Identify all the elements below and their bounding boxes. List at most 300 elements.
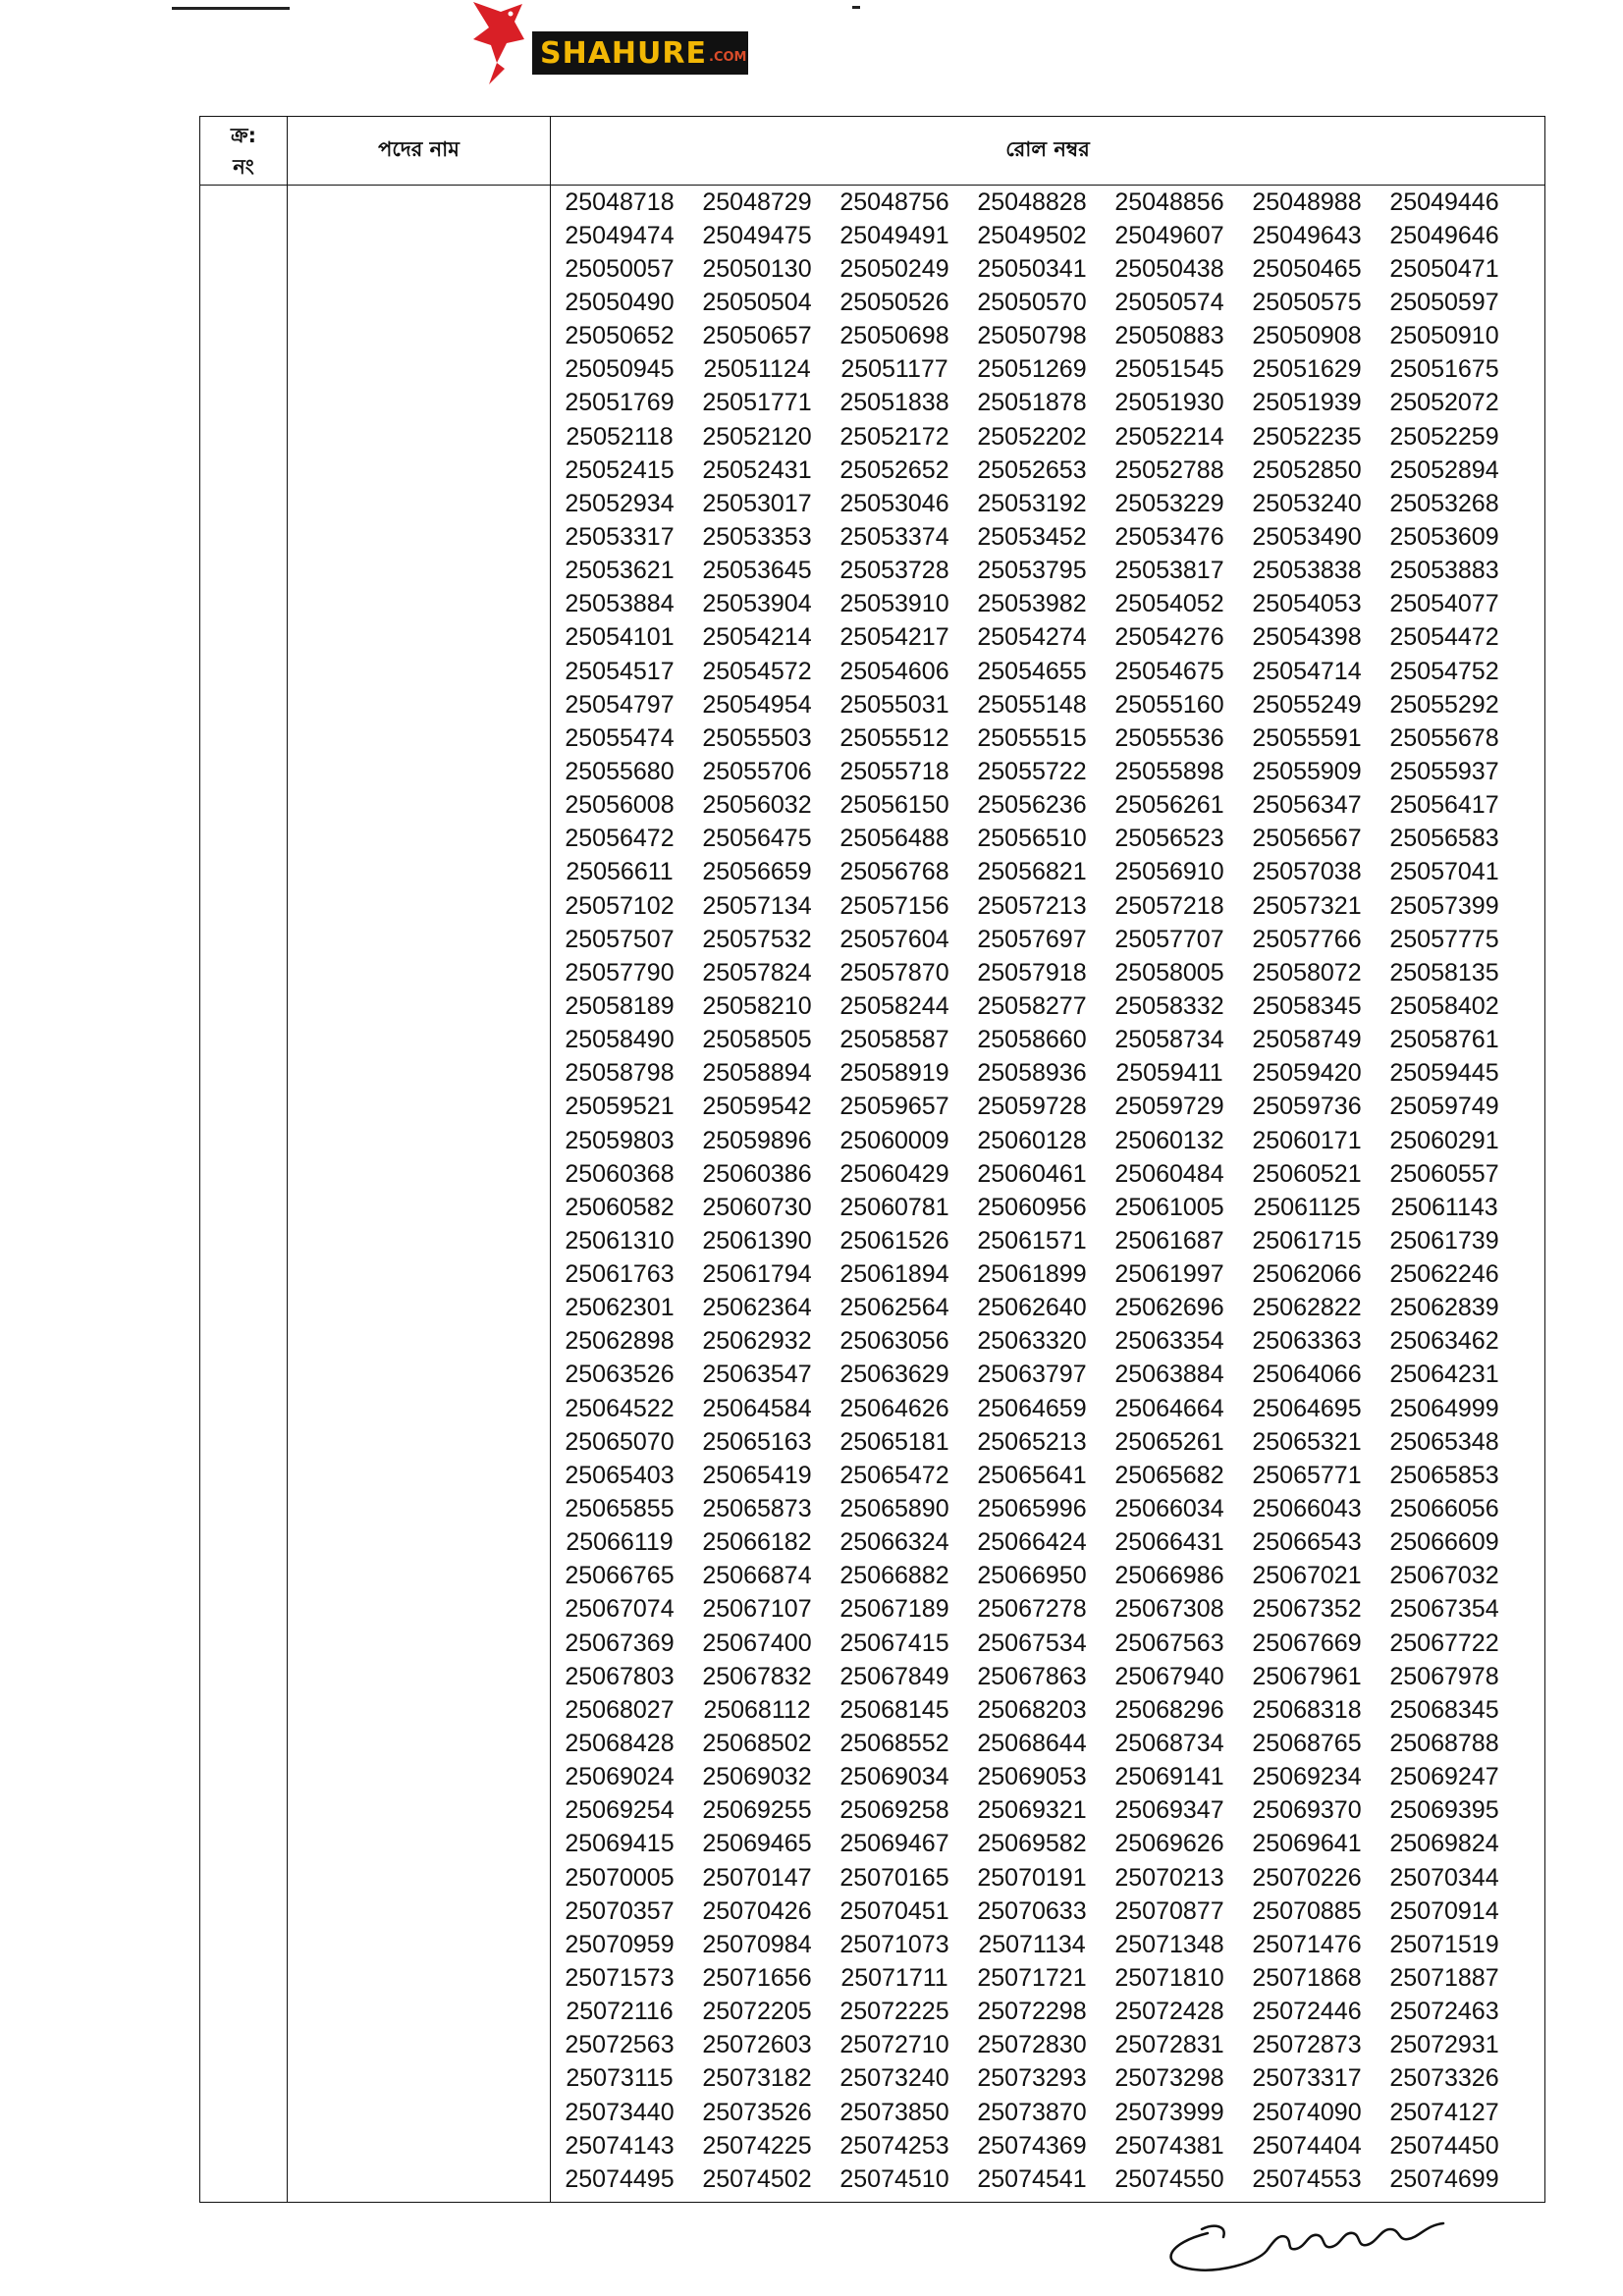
roll-number: 25069234 bbox=[1252, 1763, 1362, 1791]
roll-number: 25063797 bbox=[977, 1361, 1087, 1389]
roll-number: 25073298 bbox=[1114, 2064, 1224, 2093]
roll-number: 25063363 bbox=[1252, 1327, 1362, 1356]
roll-number: 25053476 bbox=[1114, 522, 1224, 551]
roll-number: 25073182 bbox=[702, 2064, 812, 2093]
roll-number: 25067534 bbox=[977, 1629, 1087, 1657]
roll-number: 25052894 bbox=[1389, 455, 1499, 484]
roll-number: 25066056 bbox=[1389, 1495, 1499, 1523]
roll-number: 25064695 bbox=[1252, 1394, 1362, 1422]
brand-tld: .COM bbox=[709, 49, 747, 65]
roll-number: 25054606 bbox=[839, 657, 949, 685]
roll-number: 25057218 bbox=[1114, 891, 1224, 920]
roll-number: 25065890 bbox=[839, 1495, 949, 1523]
roll-number: 25054398 bbox=[1252, 623, 1362, 652]
roll-number: 25059420 bbox=[1252, 1059, 1362, 1088]
roll-number: 25052120 bbox=[702, 422, 812, 451]
roll-number: 25055909 bbox=[1252, 757, 1362, 785]
roll-number: 25068112 bbox=[703, 1695, 811, 1724]
roll-number: 25070885 bbox=[1252, 1896, 1362, 1925]
roll-number: 25073326 bbox=[1389, 2064, 1499, 2093]
brand-name: SHAHURE bbox=[540, 35, 707, 71]
roll-number: 25068428 bbox=[565, 1730, 675, 1758]
roll-number: 25073999 bbox=[1114, 2098, 1224, 2126]
roll-number: 25072205 bbox=[702, 1998, 812, 2026]
roll-number: 25055536 bbox=[1114, 723, 1224, 752]
roll-number: 25074090 bbox=[1252, 2098, 1362, 2126]
roll-number: 25074450 bbox=[1389, 2131, 1499, 2160]
roll-number: 25067352 bbox=[1252, 1595, 1362, 1624]
roll-number: 25073115 bbox=[566, 2064, 674, 2093]
roll-number: 25060461 bbox=[977, 1159, 1087, 1188]
roll-number: 25055160 bbox=[1114, 690, 1224, 719]
roll-number: 25071810 bbox=[1114, 1964, 1224, 1993]
roll-number: 25053229 bbox=[1114, 489, 1224, 517]
roll-number: 25067978 bbox=[1389, 1662, 1499, 1690]
roll-number: 25058894 bbox=[702, 1059, 812, 1088]
post-name-header: পদের নাম bbox=[288, 117, 551, 186]
roll-number: 25062696 bbox=[1114, 1294, 1224, 1322]
roll-number: 25050575 bbox=[1252, 288, 1362, 316]
roll-number: 25063056 bbox=[839, 1327, 949, 1356]
roll-number: 25058660 bbox=[977, 1026, 1087, 1054]
roll-number: 25051545 bbox=[1114, 355, 1224, 384]
roll-number: 25069034 bbox=[839, 1763, 949, 1791]
roll-number: 25056910 bbox=[1114, 858, 1224, 886]
roll-number: 25069141 bbox=[1114, 1763, 1224, 1791]
roll-number: 25074553 bbox=[1252, 2164, 1362, 2193]
roll-number: 25073440 bbox=[565, 2098, 675, 2126]
roll-number: 25058936 bbox=[977, 1059, 1087, 1088]
roll-number: 25051878 bbox=[977, 389, 1087, 417]
roll-number: 25053317 bbox=[565, 522, 675, 551]
roll-number: 25055474 bbox=[565, 723, 675, 752]
roll-number: 25065321 bbox=[1252, 1427, 1362, 1456]
roll-number: 25050130 bbox=[702, 254, 812, 283]
roll-number: 25053884 bbox=[565, 590, 675, 618]
roll-number: 25054954 bbox=[702, 690, 812, 719]
roll-number: 25059445 bbox=[1389, 1059, 1499, 1088]
roll-number: 25071476 bbox=[1252, 1930, 1362, 1958]
roll-number: 25065261 bbox=[1114, 1427, 1224, 1456]
roll-number: 25072225 bbox=[839, 1998, 949, 2026]
roll-number: 25057532 bbox=[702, 925, 812, 953]
roll-number: 25052235 bbox=[1252, 422, 1362, 451]
roll-number: 25067021 bbox=[1252, 1562, 1362, 1590]
roll-number: 25067415 bbox=[839, 1629, 949, 1657]
roll-number: 25065163 bbox=[702, 1427, 812, 1456]
roll-number: 25050570 bbox=[977, 288, 1087, 316]
roll-number: 25054274 bbox=[977, 623, 1087, 652]
roll-number: 25055591 bbox=[1252, 723, 1362, 752]
roll-number: 25060386 bbox=[702, 1159, 812, 1188]
roll-number: 25056583 bbox=[1389, 825, 1499, 853]
roll-number: 25065419 bbox=[702, 1461, 812, 1489]
roll-number: 25073526 bbox=[702, 2098, 812, 2126]
roll-number: 25053017 bbox=[702, 489, 812, 517]
roll-number: 25070633 bbox=[977, 1896, 1087, 1925]
roll-number-table bbox=[199, 116, 1545, 2203]
roll-number: 25065472 bbox=[839, 1461, 949, 1489]
roll-number: 25065641 bbox=[977, 1461, 1087, 1489]
roll-number: 25070877 bbox=[1114, 1896, 1224, 1925]
roll-number: 25074541 bbox=[977, 2164, 1087, 2193]
roll-number: 25058734 bbox=[1114, 1026, 1224, 1054]
roll-number: 25055680 bbox=[565, 757, 675, 785]
roll-number: 25060291 bbox=[1389, 1126, 1499, 1154]
roll-number: 25053490 bbox=[1252, 522, 1362, 551]
roll-number: 25067354 bbox=[1389, 1595, 1499, 1624]
roll-number: 25049607 bbox=[1114, 221, 1224, 249]
roll-number: 25057775 bbox=[1389, 925, 1499, 953]
roll-number: 25048729 bbox=[702, 187, 812, 216]
roll-number: 25059657 bbox=[839, 1093, 949, 1121]
roll-number: 25068203 bbox=[977, 1695, 1087, 1724]
roll-number: 25055678 bbox=[1389, 723, 1499, 752]
roll-number: 25057870 bbox=[839, 958, 949, 987]
roll-number: 25060730 bbox=[702, 1193, 812, 1221]
signature bbox=[1149, 2204, 1463, 2282]
roll-number: 25070226 bbox=[1252, 1863, 1362, 1892]
roll-number: 25052653 bbox=[977, 455, 1087, 484]
roll-number: 25070191 bbox=[977, 1863, 1087, 1892]
roll-number: 25063547 bbox=[702, 1361, 812, 1389]
roll-number: 25059728 bbox=[977, 1093, 1087, 1121]
roll-number: 25067669 bbox=[1252, 1629, 1362, 1657]
roll-number: 25054276 bbox=[1114, 623, 1224, 652]
roll-number: 25052214 bbox=[1114, 422, 1224, 451]
roll-number: 25055292 bbox=[1389, 690, 1499, 719]
roll-number: 25074143 bbox=[565, 2131, 675, 2160]
roll-number: 25058749 bbox=[1252, 1026, 1362, 1054]
roll-number: 25052652 bbox=[839, 455, 949, 484]
roll-number: 25062246 bbox=[1389, 1260, 1499, 1289]
roll-number: 25074495 bbox=[565, 2164, 675, 2193]
roll-number: 25059736 bbox=[1252, 1093, 1362, 1121]
roll-number: 25058402 bbox=[1389, 991, 1499, 1020]
roll-number: 25049446 bbox=[1389, 187, 1499, 216]
roll-number: 25049491 bbox=[839, 221, 949, 249]
roll-number: 25067563 bbox=[1114, 1629, 1224, 1657]
roll-number: 25074502 bbox=[702, 2164, 812, 2193]
roll-number: 25059749 bbox=[1389, 1093, 1499, 1121]
roll-number: 25050504 bbox=[702, 288, 812, 316]
roll-number: 25067074 bbox=[565, 1595, 675, 1624]
roll-number: 25069582 bbox=[977, 1830, 1087, 1858]
roll-number: 25056821 bbox=[977, 858, 1087, 886]
roll-number: 25055718 bbox=[839, 757, 949, 785]
roll-number: 25049643 bbox=[1252, 221, 1362, 249]
roll-number: 25065070 bbox=[565, 1427, 675, 1456]
roll-number: 25059803 bbox=[565, 1126, 675, 1154]
roll-number: 25069254 bbox=[565, 1796, 675, 1825]
roll-number: 25053268 bbox=[1389, 489, 1499, 517]
roll-number: 25059896 bbox=[702, 1126, 812, 1154]
roll-number: 25059729 bbox=[1114, 1093, 1224, 1121]
roll-number: 25061687 bbox=[1114, 1226, 1224, 1255]
roll-number: 25056472 bbox=[565, 825, 675, 853]
roll-number: 25048856 bbox=[1114, 187, 1224, 216]
roll-number: 25050057 bbox=[565, 254, 675, 283]
roll-number: 25058277 bbox=[977, 991, 1087, 1020]
roll-number: 25062301 bbox=[565, 1294, 675, 1322]
roll-number: 25051838 bbox=[839, 389, 949, 417]
roll-number: 25068734 bbox=[1114, 1730, 1224, 1758]
roll-number: 25068027 bbox=[565, 1695, 675, 1724]
roll-number: 25063884 bbox=[1114, 1361, 1224, 1389]
roll-number: 25061794 bbox=[702, 1260, 812, 1289]
roll-number: 25056567 bbox=[1252, 825, 1362, 853]
roll-number: 25051629 bbox=[1252, 355, 1362, 384]
scan-artifact-line bbox=[172, 7, 290, 10]
roll-number: 25060521 bbox=[1252, 1159, 1362, 1188]
roll-number: 25070959 bbox=[565, 1930, 675, 1958]
roll-number: 25068552 bbox=[839, 1730, 949, 1758]
roll-number: 25053609 bbox=[1389, 522, 1499, 551]
roll-number: 25061005 bbox=[1114, 1193, 1224, 1221]
roll-number: 25054472 bbox=[1389, 623, 1499, 652]
roll-number: 25053645 bbox=[702, 557, 812, 585]
roll-number: 25054517 bbox=[565, 657, 675, 685]
roll-number: 25063526 bbox=[565, 1361, 675, 1389]
roll-number: 25050798 bbox=[977, 322, 1087, 350]
roll-number: 25056150 bbox=[839, 791, 949, 820]
roll-number: 25067189 bbox=[839, 1595, 949, 1624]
roll-number: 25073317 bbox=[1252, 2064, 1362, 2093]
roll-number: 25054714 bbox=[1252, 657, 1362, 685]
roll-number: 25050908 bbox=[1252, 322, 1362, 350]
roll-number: 25066765 bbox=[565, 1562, 675, 1590]
roll-number: 25058135 bbox=[1389, 958, 1499, 987]
roll-number: 25069415 bbox=[565, 1830, 675, 1858]
roll-number: 25052788 bbox=[1114, 455, 1224, 484]
roll-number: 25048718 bbox=[565, 187, 675, 216]
roll-number: 25057321 bbox=[1252, 891, 1362, 920]
roll-number: 25074510 bbox=[839, 2164, 949, 2193]
roll-number: 25074127 bbox=[1389, 2098, 1499, 2126]
roll-number: 25057766 bbox=[1252, 925, 1362, 953]
roll-number: 25056417 bbox=[1389, 791, 1499, 820]
roll-number: 25051771 bbox=[702, 389, 812, 417]
roll-number: 25061899 bbox=[977, 1260, 1087, 1289]
roll-number: 25065348 bbox=[1389, 1427, 1499, 1456]
roll-number: 25048828 bbox=[977, 187, 1087, 216]
roll-number: 25053910 bbox=[839, 590, 949, 618]
roll-number: 25054675 bbox=[1114, 657, 1224, 685]
roll-number: 25064066 bbox=[1252, 1361, 1362, 1389]
roll-number: 25058005 bbox=[1114, 958, 1224, 987]
roll-number: 25069395 bbox=[1389, 1796, 1499, 1825]
roll-number: 25055937 bbox=[1389, 757, 1499, 785]
roll-number: 25053621 bbox=[565, 557, 675, 585]
roll-number: 25057707 bbox=[1114, 925, 1224, 953]
roll-number: 25074381 bbox=[1114, 2131, 1224, 2160]
roll-number: 25055722 bbox=[977, 757, 1087, 785]
roll-number: 25056008 bbox=[565, 791, 675, 820]
roll-number: 25062932 bbox=[702, 1327, 812, 1356]
roll-number: 25062898 bbox=[565, 1327, 675, 1356]
roll-number: 25071134 bbox=[978, 1930, 1086, 1958]
roll-number: 25061739 bbox=[1389, 1226, 1499, 1255]
roll-number: 25072463 bbox=[1389, 1998, 1499, 2026]
roll-number: 25049475 bbox=[702, 221, 812, 249]
roll-number: 25067803 bbox=[565, 1662, 675, 1690]
roll-number: 25051930 bbox=[1114, 389, 1224, 417]
roll-number: 25050249 bbox=[839, 254, 949, 283]
roll-number: 25053452 bbox=[977, 522, 1087, 551]
roll-number: 25050910 bbox=[1389, 322, 1499, 350]
roll-number: 25053374 bbox=[839, 522, 949, 551]
roll-number: 25068502 bbox=[702, 1730, 812, 1758]
roll-number: 25063462 bbox=[1389, 1327, 1499, 1356]
roll-number: 25061894 bbox=[839, 1260, 949, 1289]
roll-number: 25054101 bbox=[565, 623, 675, 652]
roll-number: 25068145 bbox=[839, 1695, 949, 1724]
roll-number: 25071348 bbox=[1114, 1930, 1224, 1958]
roll-number: 25074253 bbox=[839, 2131, 949, 2160]
roll-number: 25051177 bbox=[840, 355, 948, 384]
roll-number: 25065213 bbox=[977, 1427, 1087, 1456]
roll-number: 25053192 bbox=[977, 489, 1087, 517]
roll-number: 25074225 bbox=[702, 2131, 812, 2160]
roll-number: 25054053 bbox=[1252, 590, 1362, 618]
roll-number: 25064664 bbox=[1114, 1394, 1224, 1422]
roll-number: 25065855 bbox=[565, 1495, 675, 1523]
roll-number: 25067308 bbox=[1114, 1595, 1224, 1624]
roll-number: 25057156 bbox=[839, 891, 949, 920]
roll-number: 25072831 bbox=[1114, 2031, 1224, 2059]
roll-number: 25073870 bbox=[977, 2098, 1087, 2126]
roll-number: 25064626 bbox=[839, 1394, 949, 1422]
roll-number: 25072830 bbox=[977, 2031, 1087, 2059]
roll-number: 25069641 bbox=[1252, 1830, 1362, 1858]
roll-number: 25068296 bbox=[1114, 1695, 1224, 1724]
roll-number: 25074699 bbox=[1389, 2164, 1499, 2193]
table-header-row bbox=[200, 117, 1545, 186]
roll-number: 25054797 bbox=[565, 690, 675, 719]
roll-number: 25069370 bbox=[1252, 1796, 1362, 1825]
roll-number: 25050526 bbox=[839, 288, 949, 316]
roll-number: 25053240 bbox=[1252, 489, 1362, 517]
roll-number: 25071887 bbox=[1389, 1964, 1499, 1993]
roll-number: 25073240 bbox=[839, 2064, 949, 2093]
serial-header bbox=[200, 117, 288, 186]
roll-number: 25050341 bbox=[977, 254, 1087, 283]
roll-number: 25070357 bbox=[565, 1896, 675, 1925]
roll-number: 25058505 bbox=[702, 1026, 812, 1054]
roll-number: 25066950 bbox=[977, 1562, 1087, 1590]
roll-number: 25054217 bbox=[839, 623, 949, 652]
roll-number: 25064522 bbox=[565, 1394, 675, 1422]
roll-number: 25064584 bbox=[702, 1394, 812, 1422]
roll-number: 25072931 bbox=[1389, 2031, 1499, 2059]
roll-number: 25058072 bbox=[1252, 958, 1362, 987]
roll-number: 25058761 bbox=[1389, 1026, 1499, 1054]
roll-number: 25050574 bbox=[1114, 288, 1224, 316]
roll-number: 25070914 bbox=[1389, 1896, 1499, 1925]
roll-number: 25054655 bbox=[977, 657, 1087, 685]
roll-number: 25061763 bbox=[565, 1260, 675, 1289]
roll-number: 25067107 bbox=[702, 1595, 812, 1624]
roll-number: 25072603 bbox=[702, 2031, 812, 2059]
roll-number: 25069824 bbox=[1389, 1830, 1499, 1858]
roll-number: 25069258 bbox=[839, 1796, 949, 1825]
roll-number: 25057790 bbox=[565, 958, 675, 987]
roll-number: 25074369 bbox=[977, 2131, 1087, 2160]
roll-number: 25066119 bbox=[566, 1528, 674, 1557]
roll-number: 25067400 bbox=[702, 1629, 812, 1657]
roll-number: 25053817 bbox=[1114, 557, 1224, 585]
roll-number: 25051939 bbox=[1252, 389, 1362, 417]
roll-number: 25068765 bbox=[1252, 1730, 1362, 1758]
roll-number: 25055515 bbox=[977, 723, 1087, 752]
roll-number: 25053883 bbox=[1389, 557, 1499, 585]
roll-number: 25069032 bbox=[702, 1763, 812, 1791]
roll-number: 25062564 bbox=[839, 1294, 949, 1322]
roll-number: 25065873 bbox=[702, 1495, 812, 1523]
roll-number: 25070213 bbox=[1114, 1863, 1224, 1892]
roll-number: 25059411 bbox=[1115, 1059, 1223, 1088]
roll-number: 25052202 bbox=[977, 422, 1087, 451]
roll-number: 25072428 bbox=[1114, 1998, 1224, 2026]
roll-number: 25069626 bbox=[1114, 1830, 1224, 1858]
roll-number: 25069053 bbox=[977, 1763, 1087, 1791]
roll-number: 25073850 bbox=[839, 2098, 949, 2126]
roll-number: 25063320 bbox=[977, 1327, 1087, 1356]
roll-number: 25067369 bbox=[565, 1629, 675, 1657]
roll-number: 25048756 bbox=[839, 187, 949, 216]
roll-number: 25061715 bbox=[1252, 1226, 1362, 1255]
roll-number: 25067278 bbox=[977, 1595, 1087, 1624]
roll-number: 25070984 bbox=[702, 1930, 812, 1958]
roll-number: 25054572 bbox=[702, 657, 812, 685]
roll-number: 25069465 bbox=[702, 1830, 812, 1858]
roll-number: 25070426 bbox=[702, 1896, 812, 1925]
roll-number: 25057824 bbox=[702, 958, 812, 987]
scan-artifact-dot bbox=[852, 6, 860, 9]
roll-number: 25058332 bbox=[1114, 991, 1224, 1020]
roll-number: 25066034 bbox=[1114, 1495, 1224, 1523]
roll-number: 25071073 bbox=[839, 1930, 949, 1958]
roll-number: 25066431 bbox=[1114, 1528, 1224, 1557]
roll-number: 25056261 bbox=[1114, 791, 1224, 820]
roll-number: 25055249 bbox=[1252, 690, 1362, 719]
roll-number: 25057507 bbox=[565, 925, 675, 953]
roll-number: 25054077 bbox=[1389, 590, 1499, 618]
roll-number: 25054214 bbox=[702, 623, 812, 652]
roll-number: 25060128 bbox=[977, 1126, 1087, 1154]
roll-number: 25059521 bbox=[565, 1093, 675, 1121]
roll-number: 25058919 bbox=[839, 1059, 949, 1088]
roll-number: 25055031 bbox=[839, 690, 949, 719]
roll-number: 25069347 bbox=[1114, 1796, 1224, 1825]
roll-number: 25055148 bbox=[977, 690, 1087, 719]
roll-number: 25074404 bbox=[1252, 2131, 1362, 2160]
roll-number: 25065682 bbox=[1114, 1461, 1224, 1489]
roll-number: 25056611 bbox=[566, 858, 674, 886]
table-body-row bbox=[200, 186, 1545, 2203]
roll-number: 25050471 bbox=[1389, 254, 1499, 283]
roll-number: 25061390 bbox=[702, 1226, 812, 1255]
roll-number: 25057041 bbox=[1389, 858, 1499, 886]
roll-number: 25052172 bbox=[839, 422, 949, 451]
roll-number: 25053353 bbox=[702, 522, 812, 551]
roll-number: 25060368 bbox=[565, 1159, 675, 1188]
serial-header-line2: নং bbox=[233, 154, 254, 179]
roll-number: 25069255 bbox=[702, 1796, 812, 1825]
roll-number: 25058798 bbox=[565, 1059, 675, 1088]
roll-number: 25067849 bbox=[839, 1662, 949, 1690]
roll-number: 25052431 bbox=[702, 455, 812, 484]
